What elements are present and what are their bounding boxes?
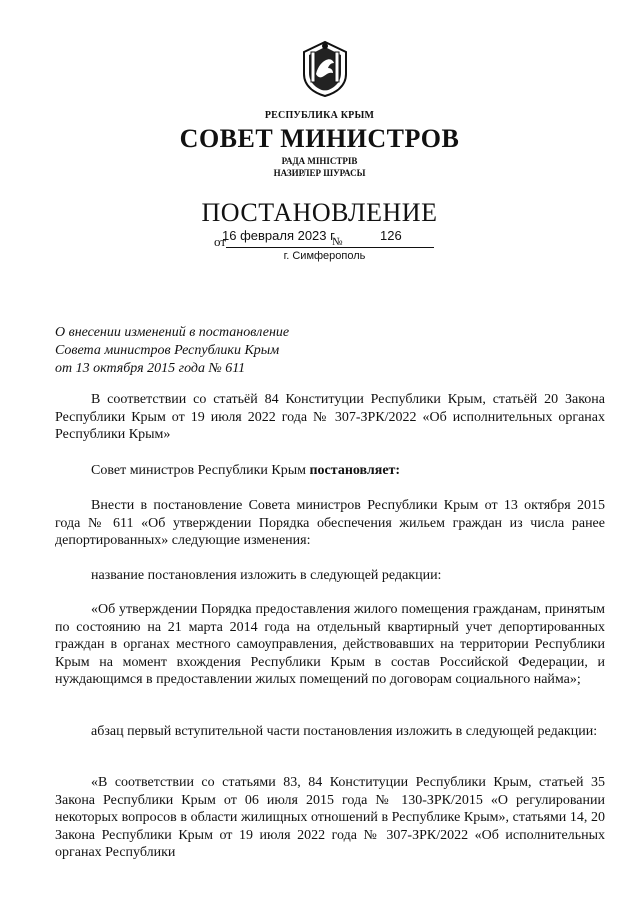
resolution-verb: постановляет:	[309, 463, 401, 478]
resolution-text: Совет министров Республики Крым	[91, 463, 310, 478]
document-type-title: ПОСТАНОВЛЕНИЕ	[201, 198, 438, 227]
council-title-ukrainian: РАДА МІНІСТРІВ	[281, 156, 358, 166]
body-paragraph: Внести в постановление Совета министров Республики Крым от 13 октября 2015 года № 611 «Об утверждении Порядка обеспечения жильем граждан из числа ранее депортированных» следующие изменения:	[55, 498, 605, 548]
document-date: 16 февраля 2023 г.	[222, 228, 337, 243]
council-title: СОВЕТ МИНИСТРОВ	[179, 124, 460, 153]
subject-line: от 13 октября 2015 года № 611	[55, 361, 246, 376]
body-paragraph: абзац первый вступительной части постановления изложить в следующей редакции:	[91, 724, 598, 739]
body-paragraph-resolution	[55, 462, 605, 480]
document-subject	[55, 324, 289, 378]
body-paragraph: название постановления изложить в следующей редакции:	[91, 568, 442, 583]
date-prefix: от	[214, 234, 227, 249]
subject-line: Совета министров Республики Крым	[55, 343, 280, 358]
body-paragraph: «В соответствии со статьями 83, 84 Конституции Республики Крым, статьей 35 Закона Республики Крым от 06 июля 2015 года № 130-ЗРК/2015 «О регулировании некоторых вопросов в области жилищных отношений в Республике Крым», статьями 14, 20 Закона Республики Крым от 19 июля 2022 года № 307-ЗРК/2022 «Об исполнительных органах Республики	[55, 775, 605, 860]
city: г. Симферополь	[283, 250, 366, 262]
date-number-line	[214, 228, 434, 248]
number-prefix: №	[332, 236, 343, 248]
body-paragraph: «Об утверждении Порядка предоставления жилого помещения гражданам, принятым по состоянию на 21 марта 2014 года на отдельный квартирный учет депортированных граждан в органах местного самоуправления, действовавших на территории Республики Крым на момент вхождения Республики Крым в состав Российской Федерации, и нуждающимся в предоставлении жилых помещений по договорам социального найма»;	[55, 602, 605, 687]
subject-line: О внесении изменений в постановление	[55, 325, 290, 340]
body-paragraph: В соответствии со статьёй 84 Конституции Республики Крым, статьёй 20 Закона Республики Крым от 19 июля 2022 года № 307-ЗРК/2022 «Об исполнительных органах Республики Крым»	[55, 392, 605, 442]
council-title-crimean-tatar: НАЗИРЛЕР ШУРАСЫ	[273, 168, 366, 178]
crimea-coat-of-arms-icon	[300, 38, 350, 98]
republic-name: РЕСПУБЛИКА КРЫМ	[264, 110, 375, 121]
date-underline	[226, 247, 434, 248]
document-number: 126	[380, 228, 402, 243]
